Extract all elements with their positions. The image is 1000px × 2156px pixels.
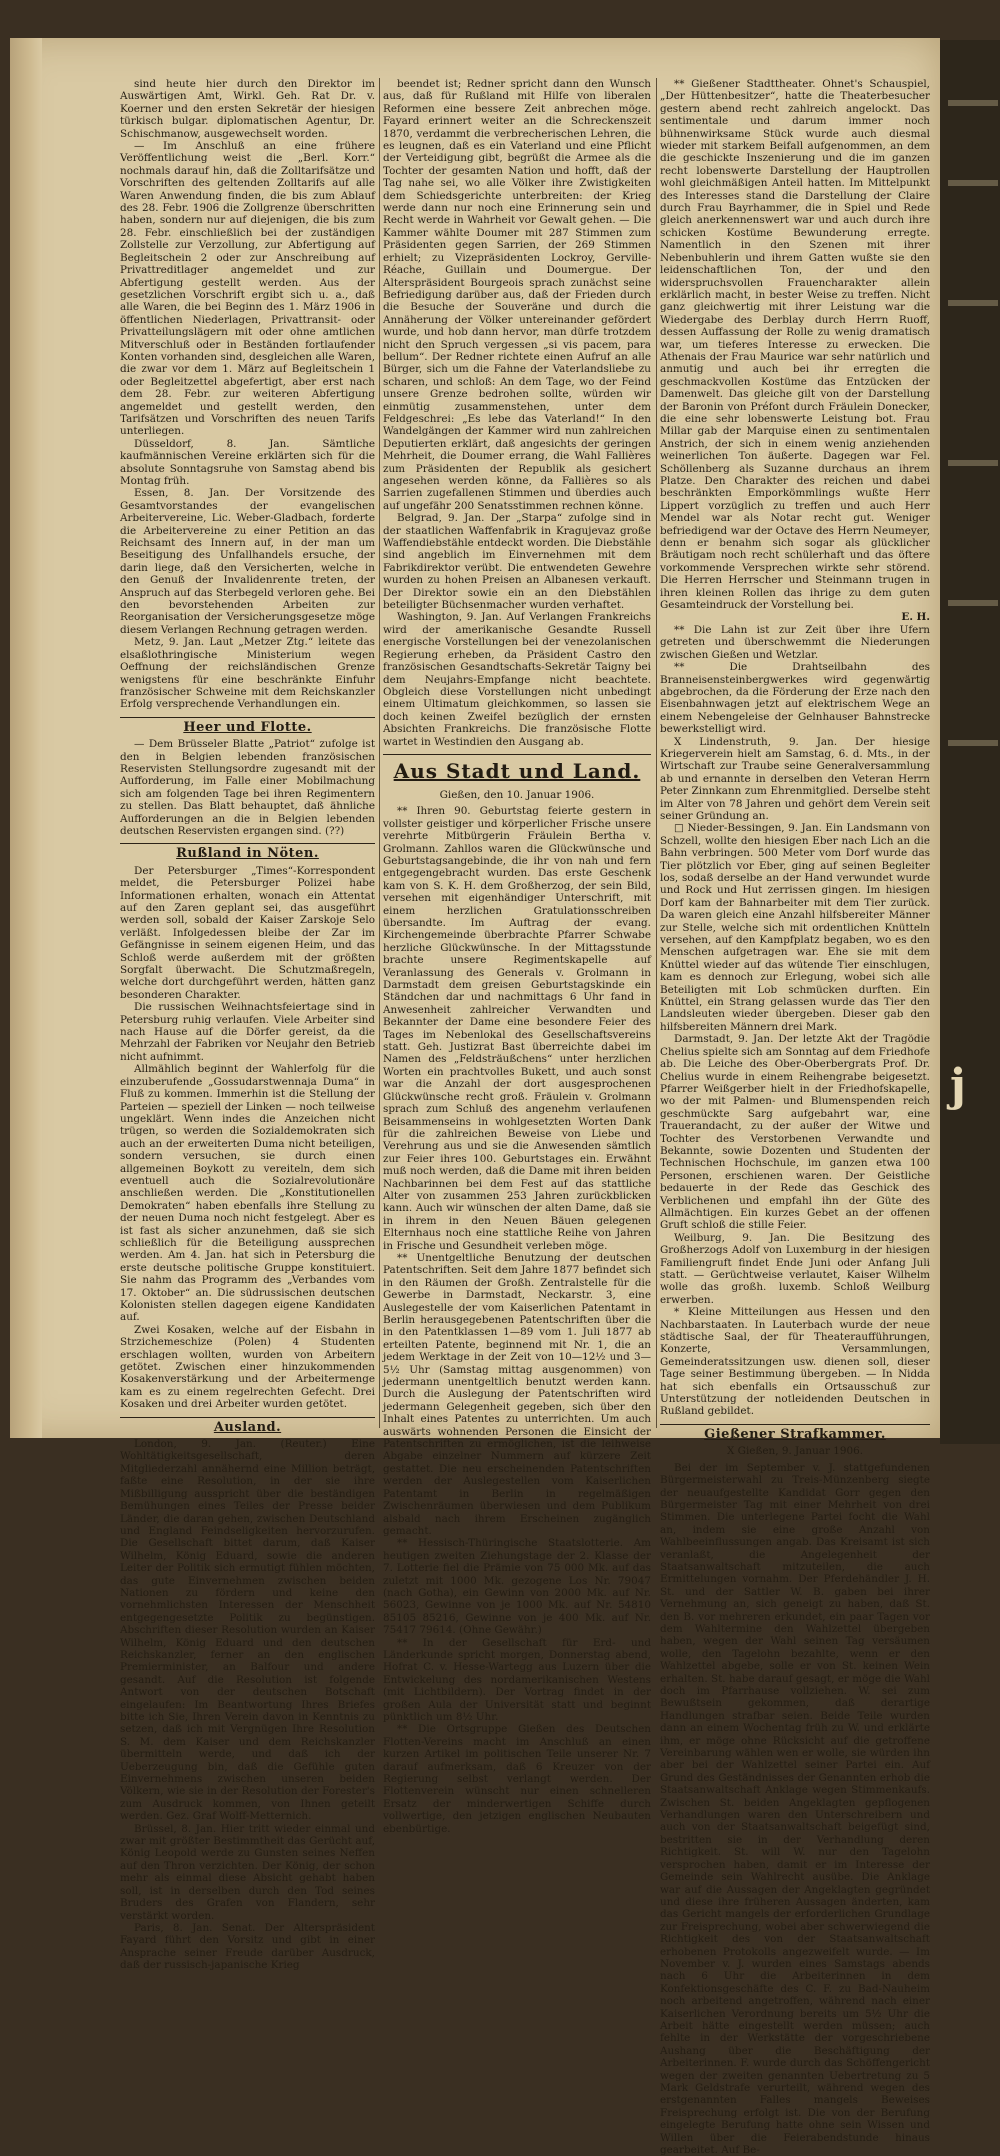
article-paragraph: Der Petersburger „Times“-Korrespondent meldet, die Petersburger Polizei habe Informationen erhalten, wonach ein Attentat auf den Zaren geplant sei, das ausgeführt werden soll, sobald der Kaiser Zarskoje Selo verläßt. Infolgedessen bleibe der Zar im Gefängnisse in seinem eigenen Heim, und das Schloß werde außerdem mit der größten Sorgfalt überwacht. Die Schutzmaßregeln, welche dort durchgeführt werden, hätten ganz besonderen Charakter. xyxy=(120,864,375,1001)
adjacent-text-fragment xyxy=(948,740,998,746)
adjacent-text-fragment xyxy=(948,180,998,186)
article-paragraph: Essen, 8. Jan. Der Vorsitzende des Gesamtvorstandes der evangelischen Arbeitervereine, Lic. Weber-Gladbach, forderte die Arbeitervereine zu einer Petition an das Reichsamt des Innern auf, in der man um Beseitigung des Unfallhandels ersuche, der darin liege, daß den Versicherten, welche in den Genuß der Invalidenrente treten, der Anspruch auf das Sterbegeld verloren gehe. Bei den bevorstehenden Arbeiten zur Reorganisation der Versicherungsgesetze möge diesem Verlangen Rechnung getragen werden. xyxy=(120,487,375,636)
adjacent-page-letter: j xyxy=(950,1060,966,1111)
article-paragraph: ** In der Gesellschaft für Erd- und Länderkunde spricht morgen, Donnerstag abend, Hofrat C. v. Hesse-Wartegg aus Luzern über die Entwickelung des nordamerikanischen Westens (mit Lichtbildern). Der Vortrag findet in der großen Aula der Universität statt und beginnt pünktlich um 8½ Uhr. xyxy=(383,1636,651,1723)
article-paragraph: Zwei Kosaken, welche auf der Eisbahn in Strzichemeschize (Polen) 4 Studenten erschlagen wollten, wurden von Arbeitern getötet. Zwischen einer hinzukommenden Kosakenverstärkung und der Arbeitermenge kam es zu einem regelrechten Gefecht. Drei Kosaken und drei Arbeiter wurden getötet. xyxy=(120,1323,375,1411)
section-heading-heer: Heer und Flotte. xyxy=(183,719,312,735)
article-paragraph: Allmählich beginnt der Wahlerfolg für die einzuberufende „Gossudarstwennaja Duma“ in Fluß zu kommen. Immerhin ist die Stellung der Parteien — speziell der Linken — noch teilweise ungeklärt. Wenn indes die Anzeichen nicht trügen, so werden die Sozialdemokraten sich auch an der erweiterten Duma nicht beteiligen, sondern versuchen, sie durch einen allgemeinen Boykott zu vereiteln, dem sich eventuell auch die Sozialrevolutionäre anschließen werden. Die „Konstitutionellen Demokraten“ haben ebenfalls ihre Stellung zu der neuen Duma noch nicht festgelegt. Aber es ist fast als sicher anzunehmen, daß sie sich schließlich für die Beteiligung aussprechen werden. Am 4. Jan. hat sich in Petersburg die erste deutsche politische Gruppe konstituiert. Sie nahm das Programm des „Verbandes vom 17. Oktober“ an. Die südrussischen deutschen Kolonisten stellen dagegen eigene Kandidaten auf. xyxy=(120,1063,375,1324)
article-paragraph: Die russischen Weihnachtsfeiertage sind in Petersburg ruhig verlaufen. Viele Arbeiter sind nach Hause auf die Dörfer gereist, da die Mehrzahl der Fabriken vor Neujahr den Betrieb nicht aufnimmt. xyxy=(120,1001,375,1063)
adjacent-text-fragment xyxy=(948,460,998,466)
page-fold-shadow xyxy=(10,38,42,1438)
article-paragraph: London, 9. Jan. (Reuter.) Eine Wohltätigkeitsgesellschaft, deren Mitgliederzahl annähernd eine Million beträgt, faßte eine Resolution, in der sie ihre Mißbilligung ausspricht über die beständigen Bemühungen eines Teiles der Presse beider Länder, die daran gehen, zwischen Deutschland und England Feindseligkeiten hervorzurufen. Die Gesellschaft bittet darum, daß Kaiser Wilhelm, König Eduard, sowie die anderen Leiter der Politik sich ermutigt fühlen möchten, das gute Einvernehmen zwischen beiden Nationen zu fördern und keine den vornehmlichsten Interessen der Menschheit entgegengesetzte Politik zu begünstigen. Abschriften dieser Resolution wurden an Kaiser Wilhelm, König Eduard und den deutschen Reichskanzler, ferner an den englischen Premierminister, an Balfour und andere gesandt. Auf die Resolution ist folgende Antwort von der deutschen Botschaft eingelaufen: Im Beantwortung Ihres Briefes bitte ich Sie, Ihren Verein davon in Kenntnis zu setzen, daß ich mit Vergnügen Ihre Resolution S. M. dem Kaiser und dem Reichskanzler übermitteln werde, und daß ich der Ueberzeugung bin, daß die Gefühle guten Einvernehmens zwischen unseren beiden Völkern, wie sie in der Resolution der Forester's zum Ausdruck kommen, von Ihnen geteilt werden. Gez. Graf Wolff-Metternich. xyxy=(120,1438,375,1823)
column-separator xyxy=(379,78,380,1428)
adjacent-page-edge xyxy=(940,40,1000,1444)
adjacent-text-fragment xyxy=(948,100,998,106)
article-paragraph: Düsseldorf, 8. Jan. Sämtliche kaufmännischen Vereine erklärten sich für die absolute Sonntagsruhe von Samstag abend bis Montag früh. xyxy=(120,437,375,487)
dateline: X Gießen, 9. Januar 1906. xyxy=(726,1445,864,1458)
article-paragraph: beendet ist; Redner spricht dann den Wunsch aus, daß für Rußland mit Hilfe von liberalen Reformen eine bessere Zeit anbrechen möge. Fayard erinnert weiter an die Schreckenszeit 1870, verdammt die verbrecherischen Lehren, die es leugnen, daß es ein Vaterland und eine Pflicht der Verteidigung gibt, begrüßt die Armee als die Tochter der gesamten Nation und hofft, daß der Tag nahe sei, wo alle Völker ihre Zwistigkeiten dem Schiedsgerichte unterbreiten: der Krieg werde dann nur noch eine Erinnerung sein und Recht werde in Wahrheit vor Gewalt gehen. — Die Kammer wählte Doumer mit 287 Stimmen zum Präsidenten gegen Sarrien, der 269 Stimmen erhielt; zu Vizepräsidenten Lockroy, Gerville-Réache, Guillain und Doumergue. Der Alterspräsident Bourgeois sprach zunächst seine Befriedigung darüber aus, daß der Frieden durch die Besuche der Souveräne und durch die Annäherung der Völker untereinander gefördert wurde, und hob dann hervor, man dürfe trotzdem nicht den Spruch vergessen „si vis pacem, para bellum“. Der Redner richtete einen Aufruf an alle Bürger, sich um die Fahne der Vaterlandsliebe zu scharen, und schloß: An dem Tage, wo der Feind unsere Grenze bedrohen sollte, würden wir einmütig zusammenstehen, unter dem Feldgeschrei: „Es lebe das Vaterland!“ In den Wandelgängen der Kammer wird nun zahlreichen Deputierten erklärt, daß angesichts der geringen Mehrheit, die Doumer errang, die Wahl Fallières zum Präsidenten der Republik als gesichert angesehen werden könne, da Fallières so als Sarrien zugefallenen Stimmen und überdies auch auf ungefähr 200 Senatsstimmen rechnen könne. xyxy=(383,78,651,512)
article-paragraph: ** Die Ortsgruppe Gießen des Deutschen Flotten-Vereins macht im Anschluß an einen kurzen Artikel im politischen Teile unserer Nr. 7 darauf aufmerksam, daß 6 Kreuzer von der Regierung selbst verlangt werden. Der Flottenverein wünscht nur einen schnelleren Ersatz der minderwertigen Schiffe durch vollwertige, den jetzigen englischen Neubauten ebenbürtige. xyxy=(383,1723,651,1835)
section-rule xyxy=(120,717,375,718)
adjacent-text-fragment xyxy=(948,300,998,306)
article-paragraph: Washington, 9. Jan. Auf Verlangen Frankreichs wird der amerikanische Gesandte Russell energische Vorstellungen bei der venezolanischen Regierung erheben, da Präsident Castro den französischen Gesandtschafts-Sekretär Taigny bei dem Neujahrs-Empfange nicht beachtete. Obgleich diese Vorstellungen nicht unbedingt einem Ultimatum gleichkommen, so lassen sie doch keinen Zweifel bezüglich der ernsten Absichten Frankreichs. Die französische Flotte wartet in Westindien den Ausgang ab. xyxy=(383,611,651,748)
section-rule xyxy=(120,1417,375,1418)
column-1 xyxy=(120,78,375,1972)
article-paragraph: ** Gießener Stadttheater. Ohnet's Schauspiel, „Der Hüttenbesitzer“, hatte die Theaterbesucher gestern abend recht zahlreich angelockt. Das sentimentale und darum immer noch bühnenwirksame Stück wurde auch diesmal wieder mit starkem Beifall aufgenommen, an dem die geschickte Inszenierung und die im ganzen recht lobenswerte Darstellung der Hauptrollen wohl gleichmäßigen Anteil hatten. Im Mittelpunkt des Interesses stand die Darstellung der Claire durch Frau Bayrhammer, die in Spiel und Rede gleich anerkennenswert war und auch durch ihre schicken Kostüme Bewunderung erregte. Namentlich in den Szenen mit ihrer Nebenbuhlerin und ihrem Gatten wußte sie den leidenschaftlichen Ton, der und den widerspruchsvollen Frauencharakter allein erklärlich macht, in bester Weise zu treffen. Nicht ganz gleichwertig mit ihrer Leistung war die Wiedergabe des Derblay durch Herrn Ruoff, dessen Auffassung der Rolle zu wenig dramatisch war, um tieferes Interesse zu erwecken. Die Athenais der Frau Maurice war sehr natürlich und anmutig und auch bei ihr erregten die geschmackvollen Kostüme das Entzücken der Damenwelt. Das gleiche gilt von der Darstellung der Baronin von Préfont durch Fräulein Donecker, die eine sehr lobenswerte Leistung bot. Frau Millar gab der Marquise einen zu sentimentalen Anstrich, der sich in einem wenig anziehenden weinerlichen Ton äußerte. Dagegen war Fel. Schöllenberg als Suzanne durchaus an ihrem Platze. Den Charakter des reichen und dabei beschränkten Emporkömmlings wußte Herr Lippert vorzüglich zu treffen und auch Herr Mendel war als Notar recht gut. Weniger befriedigend war der Octave des Herrn Neumeyer, denn er benahm sich sogar als glücklicher Bräutigam noch recht schülerhaft und das öftere vorkommende Versprechen wirkte sehr störend. Die Herren Herrscher und Steinmann trugen in ihren kleinen Rollen das ihrige zu dem guten Gesamteindruck der Vorstellung bei. xyxy=(660,78,930,612)
section-heading-strafkammer: Gießener Strafkammer. xyxy=(704,1426,886,1442)
article-paragraph: Brüssel, 8. Jan. Hier tritt wieder einmal und zwar mit größter Bestimmtheit das Gerücht auf, König Leopold werde zu Gunsten seines Neffen auf den Thron verzichten. Der König, der schon mehr als einmal diese Absicht gehabt haben soll, ist in derselben durch den Tod seines Bruders des Grafen von Flandern, sehr verstärkt worden. xyxy=(120,1822,375,1922)
article-paragraph: Belgrad, 9. Jan. Der „Starpa“ zufolge sind in der staatlichen Waffenfabrik in Kragujevaz große Waffendiebstähle entdeckt worden. Die Diebstähle sind angeblich im Einvernehmen mit dem Fabrikdirektor verübt. Die entwendeten Gewehre wurden zu hohen Preisen an Albanesen verkauft. Der Direktor sowie ein an den Diebstählen beteiligter Büchsenmacher wurden verhaftet. xyxy=(383,512,651,612)
article-paragraph: Darmstadt, 9. Jan. Der letzte Akt der Tragödie Chelius spielte sich am Sonntag auf dem Friedhofe ab. Die Leiche des Ober-Oberbergrats Prof. Dr. Chelius wurde in einem Reihengrabe beigesetzt. Pfarrer Weißgerber hielt in der Friedhofskapelle, wo der mit Palmen- und Blumenspenden reich geschmückte Sarg aufgebahrt war, eine Trauerandacht, zu der außer der Witwe und Tochter des Verstorbenen Verwandte und Bekannte, sowie Dozenten und Studenten der Technischen Hochschule, im ganzen etwa 100 Personen, erschienen waren. Der Geistliche bedauerte in der Rede das Geschick des Verblichenen und empfahl ihn der Güte des Allmächtigen. Ein kurzes Gebet an der offenen Gruft schloß die stille Feier. xyxy=(660,1033,930,1232)
article-paragraph: ** Die Drahtseilbahn des Branneisensteinbergwerkes wird gegenwärtig abgebrochen, da die Förderung der Erze nach den Eisenbahnwagen jetzt auf elektrischem Wege an einem Nebengeleise der Gelnhauser Bahnstrecke bewerkstelligt wird. xyxy=(660,661,930,736)
section-rule xyxy=(660,1424,930,1425)
section-heading-stadt-und-land: Aus Stadt und Land. xyxy=(393,758,641,783)
dateline: Gießen, den 10. Januar 1906. xyxy=(439,788,595,801)
section-heading-russland: Rußland in Nöten. xyxy=(176,846,319,862)
article-paragraph: — Im Anschluß an eine frühere Veröffentlichung weist die „Berl. Korr.“ nochmals darauf hin, daß die Zolltarifsätze und Vorschriften des geltenden Zolltarifs auf alle Waren Anwendung finden, die bis zum Ablauf des 28. Febr. 1906 die Zollgrenze überschritten haben, sondern nur auf diejenigen, die bis zum 28. Febr. einschließlich bei der zuständigen Zollstelle zur Verzollung, zur Abfertigung auf Begleitschein 2 oder zur Anschreibung auf Privattreditlager angemeldet und zur Abfertigung gestellt werden. Aus der gesetzlichen Vorschrift ergibt sich u. a., daß alle Waren, die bei Beginn des 1. März 1906 in öffentlichen Niederlagen, Privattransit- oder Privatteilungslägern mit oder ohne amtlichen Mitverschluß oder in Beständen fortlaufender Konten vorhanden sind, desgleichen alle Waren, die zwar vor dem 1. März auf Begleitschein 1 oder Begleitzettel abgefertigt, aber erst nach dem 28. Febr. zur weiteren Abfertigung angemeldet und gestellt werden, den Tarifsätzen und Vorschriften des neuen Tarifs unterliegen. xyxy=(120,140,375,438)
article-paragraph: X Lindenstruth, 9. Jan. Der hiesige Kriegerverein hielt am Samstag, 6. d. Mts., in der Wirtschaft zur Traube seine Generalversammlung ab und ernannte in derselben den Veteran Herrn Peter Zinnkann zum Ehrenmitglied. Derselbe steht im Alter von 78 Jahren und gehört dem Verein seit seiner Gründung an. xyxy=(660,735,930,822)
signature: E. H. xyxy=(901,611,930,624)
article-paragraph: — Dem Brüsseler Blatte „Patriot“ zufolge ist den in Belgien lebenden französischen Reservisten Stellungsordre zugesandt mit der Aufforderung, im Falle einer Mobilmachung sich am folgenden Tage bei ihren Regimentern zu stellen. Das Blatt behauptet, daß ähnliche Aufforderungen an die in Belgien lebenden deutschen Reservisten ergangen sind. (??) xyxy=(120,738,375,837)
article-paragraph: ** Ihren 90. Geburtstag feierte gestern in vollster geistiger und körperlicher Frische unsere verehrte Mitbürgerin Fräulein Bertha v. Grolmann. Zahllos waren die Glückwünsche und Geburtstagsangebinde, die ihr von nah und fern entgegengebracht wurden. Das erste Geschenk kam von S. K. H. dem Großherzog, der sein Bild, versehen mit eigenhändiger Unterschrift, mit einem herzlichen Gratulationsschreiben übersandte. Im Auftrag der evang. Kirchengemeinde überbrachte Pfarrer Schwabe herzliche Glückwünsche. In der Mittagsstunde brachte unsere Regimentskapelle auf Veranlassung des Generals v. Grolmann in Darmstadt dem greisen Geburtstagskinde ein Ständchen dar und nachmittags 6 Uhr fand in Anwesenheit zahlreicher Verwandten und Bekannter der Dame eine besondere Feier des Tages im Nebenlokal des Gesellschaftsvereins statt. Geh. Justizrat Bast überreichte dabei im Namen des „Feldsträußchens“ unter herzlichen Worten ein prachtvolles Bukett, und auch sonst war die Anzahl der dort ausgesprochenen Glückwünsche recht groß. Fräulein v. Grolmann sprach zum Schluß des angenehm verlaufenen Beisammenseins in wohlgesetzten Worten Dank für die zahlreichen Beweise von Liebe und Verehrung aus und sie die Anwesenden sämtlich zur Feier ihres 100. Geburtstages ein. Erwähnt muß noch werden, daß die Dame mit ihren beiden Nachbarinnen bei dem Fest auf das stattliche Alter von zusammen 253 Jahren zurückblicken kann. Auch wir wünschen der alten Dame, daß sie in ihrem in den Neuen Bäuen gelegenen Elternhaus noch eine stattliche Reihe von Jahren in Frische und Gesundheit verleben möge. xyxy=(383,805,651,1252)
adjacent-text-fragment xyxy=(948,600,998,606)
article-paragraph: Metz, 9. Jan. Laut „Metzer Ztg.“ leitete das elsaßlothringische Ministerium wegen Oeffnung der reichsländischen Grenze wenigstens für eine beschränkte Einfuhr französischer Schweine mit dem Reichskanzler Erfolg versprechende Verhandlungen ein. xyxy=(120,636,375,711)
column-separator xyxy=(656,78,657,1428)
section-heading-ausland: Ausland. xyxy=(213,1419,282,1435)
article-paragraph: ** Hessisch-Thüringische Staatslotterie. Am heutigen zweiten Ziehungstage der 2. Klasse der 7. Lotterie fiel die Prämie von 75 000 Mk. auf das zuletzt mit 1000 Mk. gezogene Los Nr. 79047 (nach Gotha), ein Gewinn von 2000 Mk. auf Nr. 56023, Gewinne von je 1000 Mk. auf Nr. 54810 85105 85216, Gewinne von je 400 Mk. auf Nr. 75417 79614. (Ohne Gewähr.) xyxy=(383,1537,651,1637)
section-rule xyxy=(383,754,651,755)
article-paragraph: Paris, 8. Jan. Senat. Der Alterspräsident Fayard führt den Vorsitz und gibt in einer Ansprache seiner Freude darüber Ausdruck, daß der russisch-japanische Krieg xyxy=(120,1921,375,1972)
column-3 xyxy=(660,78,930,2156)
article-paragraph: Weilburg, 9. Jan. Die Besitzung des Großherzogs Adolf von Luxemburg in der hiesigen Familiengruft findet Ende Juni oder Anfang Juli statt. — Gerüchtweise verlautet, Kaiser Wilhelm wolle das großh. luxemb. Schloß Weilburg erwerben. xyxy=(660,1231,930,1306)
article-paragraph: □ Nieder-Bessingen, 9. Jan. Ein Landsmann von Schzell, wollte den hiesigen Eber nach Lich an die Bahn verbringen. 500 Meter vom Dorf wurde das Tier plötzlich vor Eber, ging auf seinen Begleiter los, sodaß derselbe an der Hand verwundet wurde und Rock und Hut zerrissen gingen. Im hiesigen Dorf kam der Bahnarbeiter mit dem Tier zurück. Da waren gleich eine Anzahl hilfsbereiter Männer zur Stelle, welche sich mit ordentlichen Knütteln versehen, auf den Kampfplatz begaben, wo es den Menschen aufgetragen war. Ehe sie mit dem Knüttel wieder auf das wütende Tier einschlugen, kam es dennoch zur Erlegung, wobei sich alle Beteiligten mit Lob schmücken durften. Ein Knüttel, ein Strang gelassen wurde das Tier den Landsleuten wieder übergeben. Dieser gab den hilfsbereiten Männern drei Mark. xyxy=(660,822,930,1033)
section-rule xyxy=(120,843,375,844)
article-paragraph: sind heute hier durch den Direktor im Auswärtigen Amt, Wirkl. Geh. Rat Dr. v. Koerner und den ersten Sekretär der hiesigen türkisch bulgar. diplomatischen Agentur, Dr. Schischmanow, ausgewechselt worden. xyxy=(120,78,375,140)
article-paragraph: ** Die Lahn ist zur Zeit über ihre Ufern getreten und überschwemmt die Niederungen zwischen Gießen und Wetzlar. xyxy=(660,623,930,661)
article-paragraph: ** Unentgeltliche Benutzung der deutschen Patentschriften. Seit dem Jahre 1877 befindet sich in den Räumen der Großh. Zentralstelle für die Gewerbe in Darmstadt, Neckarstr. 3, eine Auslegestelle der vom Kaiserlichen Patentamt in Berlin herausgegebenen Patentschriften über die in den Patentklassen 1—89 vom 1. Juli 1877 ab erteilten Patente, beginnend mit Nr. 1, die an jedem Werktage in der Zeit von 10—12½ und 3—5½ Uhr (Samstag mittag ausgenommen) von jedermann unentgeltlich benutzt werden kann. Durch die Auslegung der Patentschriften wird jedermann Gelegenheit gegeben, sich über den Inhalt eines Patentes zu unterrichten. Um auch auswärts wohnenden Personen die Einsicht der Patentschriften zu ermöglichen, ist die leihweise Abgabe einzelner Nummern auf kürzere Zeit gestattet. Die neu erscheinenden Patentschriften werden der Auslegestellen vom Kaiserlichen Patentamt in Berlin in regelmäßigen Zwischenräumen überwiesen und dem Publikum alsbald nach ihrem Erscheinen zugänglich gemacht. xyxy=(383,1251,651,1537)
article-paragraph: * Kleine Mitteilungen aus Hessen und den Nachbarstaaten. In Lauterbach wurde der neue städtische Saal, der für Theateraufführungen, Konzerte, Versammlungen, Gemeinderatssitzungen usw. dienen soll, dieser Tage seiner Bestimmung übergeben. — In Nidda hat sich ebenfalls ein Ortsausschuß zur Unterstützung der notleidenden Deutschen in Rußland gebildet. xyxy=(660,1306,930,1418)
newspaper-page xyxy=(10,38,940,2156)
column-2 xyxy=(383,78,651,1835)
article-paragraph: Bei der im September v. J. stattgefundenen Bürgermeisterwahl zu Treis-Münzenberg siegte der neuaufgestellte Kandidat Gorr gegen den Bürgermeister Tag mit einer Mehrheit von drei Stimmen. Die unterlegene Partei focht die Wahl an, indem sie eine große Anzahl von Wahlbeeinflussungen angab. Das Kreisamt ist sich veranlaßt, die Angelegenheit der Staatsanwaltschaft mitzuteilen, die auch Ermittelungen vornahm. Der Pferdehändler J. H. St. und der Sattler W. B. gaben bei ihrer Vernehmung an, sich geneigt zu haben, daß St. den B. vor mehreren erkundet, ein paar Tagen vor dem Wahltermine den Wahlzettel übergeben haben, wegen der Wahl seinen Tag versäumen wolle, den Tagelohn bezahlte, wenn er den Wahlzettel abgebe, solle er von St. keinen Wein erhalten. St. habe darauf gesagt, er möge die Wahl doch im Pfarrhause vollziehen. W. sei zum Bewußtsein gekommen, daß derartige Handlungen strafbar seien. Beide Teile wurden dann an einem Wochentag früh zu W. und erklärte ihm, er möge ohne Rücksicht auf die getroffene Vereinbarung wählen wen er wolle, sie würden ihn aber bei der Wahlzettel seiner Partei ein. Auf Grund des Geständnisses der Genannten erhob die Staatsanwaltschaft Anklage wegen Stimmenkaufs. Zwischen St. beiden Angeklagten gepflogenen Verhandlungen waren den Unterschreibern und auch von der Staatsanwaltschaft beigefügt sind, bestritten sie in der Verhandlung deren Richtigkeit. St. will W. nur den Tagelohn versprochen haben, damit er im Interesse der Gemeinde sein Wahlrecht ausübe. Die Anklage war auf die Aussagen der Angeklagten gegründet und diese ihre früheren Aussagen änderten, kam das Gericht mangels der erforderlichen Grundlage zur Freisprechung, wobei aber schwerwiegend die Richtigkeit des von der Staatsanwaltschaft erhobenen Protokolls angezweifelt wurde. — Im November v. J. wurden eines Samstags abends nach 6 Uhr die Arbeiterinnen in dem Konfektionsgeschäfte des C. F. zu Bad-Nauheim noch arbeitend angetroffen, während nach einer Kaiserlichen Verordnung bereits um 5½ Uhr die Arbeit hätte eingestellt werden müssen; auch fehlte in der Werkstätte der vorgeschriebene Aushang über die Beschäftigung der Arbeiterinnen. F. wurde durch das Schöffengericht wegen der zweiten genannten Uebertretung zu 5 Mark Geldstrafe verurteilt, während wegen des erstgenannten Falles mangels Beweises Freisprechung erfolgt ist. Die von der Berufung eingelegte Berufung hatte ohne sein Wissen und Willen über die Feierabendstunde hinaus gearbeitet. Auf Be- xyxy=(660,1461,930,2156)
